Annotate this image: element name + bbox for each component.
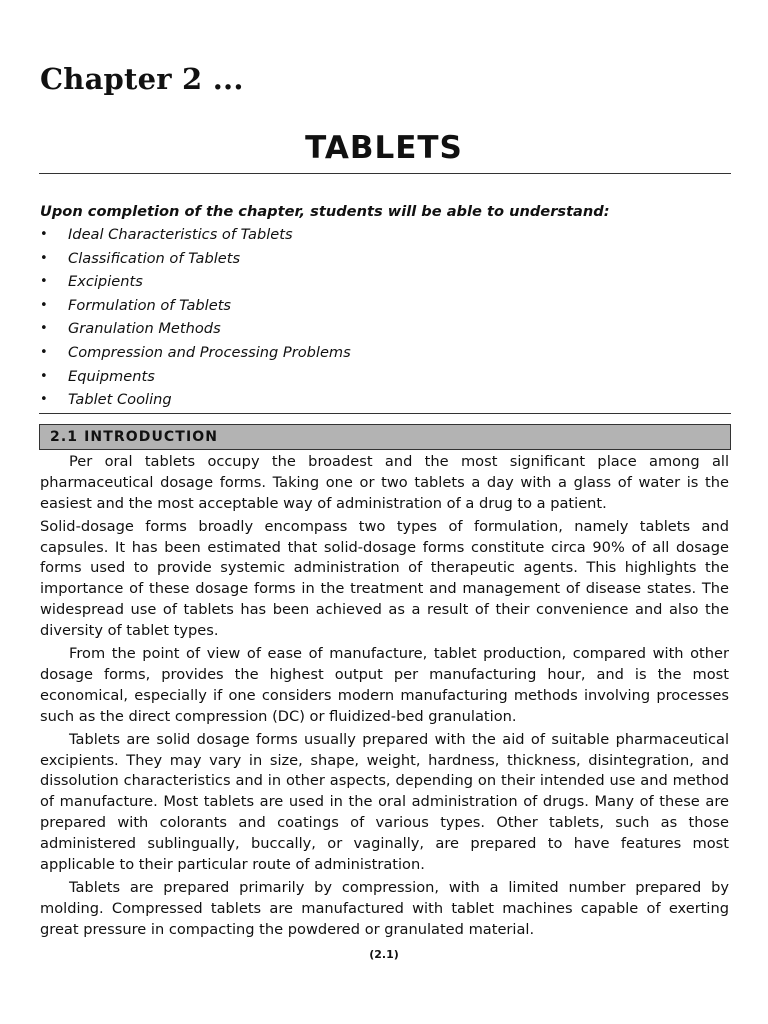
section-body bbox=[40, 452, 729, 943]
objective-item bbox=[40, 343, 351, 367]
bullet-icon: • bbox=[40, 274, 48, 290]
body-paragraph: Solid-dosage forms broadly encompass two types of formulation, namely tablets and capsules. It has been estimated that solid-dosage forms constitute circa 90% of all dosage forms used to provide systemic administration of therapeutic agents. This highlights the importance of these dosage forms in the treatment and management of disease states. The widespread use of tablets has been achieved as a result of their convenience and also the diversity of tablet types. bbox=[40, 517, 729, 639]
objective-item bbox=[40, 225, 351, 249]
chapter-title: TABLETS bbox=[305, 130, 463, 166]
objective-text: Excipients bbox=[68, 273, 143, 291]
objective-item bbox=[40, 296, 351, 320]
body-paragraph: From the point of view of ease of manufacture, tablet production, compared with other dosage forms, provides the highest output per manufacturing hour, and is the most economical, especially if one considers modern manufacturing methods involving processes such as the direct compression (DC) or fluidized-bed granulation. bbox=[40, 645, 729, 725]
objective-item bbox=[40, 390, 351, 414]
bullet-icon: • bbox=[40, 297, 48, 313]
bullet-icon: • bbox=[40, 392, 48, 408]
objectives-divider bbox=[39, 413, 731, 414]
section-title: 2.1 INTRODUCTION bbox=[50, 429, 219, 445]
objectives-lead: Upon completion of the chapter, students will be able to understand: bbox=[40, 203, 610, 220]
bullet-icon: • bbox=[40, 227, 48, 242]
objective-text: Tablet Cooling bbox=[68, 391, 172, 409]
title-divider bbox=[39, 173, 731, 174]
objective-text: Equipments bbox=[68, 367, 155, 385]
objective-text: Formulation of Tablets bbox=[68, 296, 232, 314]
objective-text: Classification of Tablets bbox=[68, 249, 241, 267]
bullet-icon: • bbox=[40, 321, 48, 337]
objectives-list bbox=[40, 225, 351, 414]
objective-item bbox=[40, 367, 351, 391]
bullet-icon: • bbox=[40, 344, 48, 360]
chapter-heading: Chapter 2 ... bbox=[40, 62, 244, 96]
bullet-icon: • bbox=[40, 368, 48, 384]
objective-item bbox=[40, 272, 351, 296]
body-paragraph: Tablets are prepared primarily by compression, with a limited number prepared by molding. Compressed tablets are manufactured with tablet machines capable of exerting great pressure in compacting the powdered or granulated material. bbox=[40, 878, 729, 938]
body-paragraph: Tablets are solid dosage forms usually prepared with the aid of suitable pharmaceutical excipients. They may vary in size, shape, weight, hardness, thickness, disintegration, and dissolution characteristics and in other aspects, depending on their intended use and method of manufacture. Most tablets are used in the oral administration of drugs. Many of these are prepared with colorants and coatings of various types. Other tablets, such as those administered sublingually, buccally, or vaginally, are prepared to have features most applicable to their particular route of administration. bbox=[40, 730, 729, 873]
objective-text: Granulation Methods bbox=[68, 320, 221, 338]
body-paragraph: Per oral tablets occupy the broadest and the most significant place among all pharmaceutical dosage forms. Taking one or two tablets a day with a glass of water is the easiest and the most acceptable way of administration of a drug to a patient. bbox=[40, 453, 729, 512]
objective-item bbox=[40, 249, 351, 273]
objective-text: Compression and Processing Problems bbox=[68, 343, 351, 361]
page-number: (2.1) bbox=[369, 948, 399, 961]
bullet-icon: • bbox=[40, 250, 48, 266]
objective-text: Ideal Characteristics of Tablets bbox=[68, 226, 293, 243]
objective-item bbox=[40, 319, 351, 343]
section-heading-bar bbox=[39, 424, 731, 450]
